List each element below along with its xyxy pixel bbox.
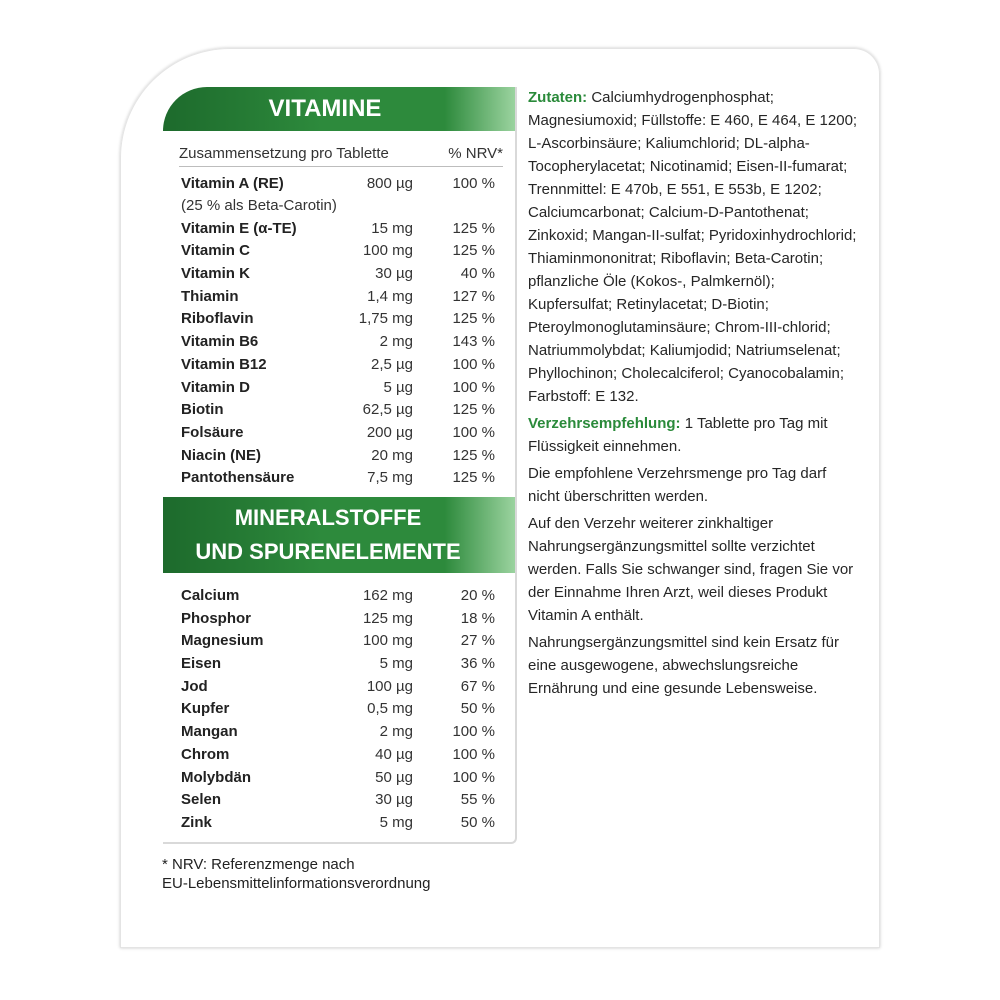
nutrient-name: Vitamin E (α-TE) (181, 219, 297, 237)
nutrient-name: Kupfer (181, 700, 230, 718)
table-row (181, 767, 501, 790)
table-row (181, 399, 501, 422)
recommendation-text: 1 Tablette pro Tag mit Flüssigkeit einnehmen. (528, 415, 828, 455)
nutrient-nrv: 100 % (452, 378, 495, 396)
nutrient-name: Niacin (NE) (181, 446, 262, 464)
table-row (181, 331, 501, 354)
nutrient-amount: 2,5 µg (370, 355, 413, 373)
table-row (181, 218, 501, 241)
nutrient-amount: 62,5 µg (362, 401, 413, 419)
nutrient-nrv: 100 % (452, 355, 495, 373)
footnote-line1: * NRV: Referenzmenge nach (162, 856, 355, 873)
nutrient-nrv: 55 % (460, 791, 495, 809)
nutrient-name: Eisen (181, 655, 222, 673)
nutrient-amount: 1,75 mg (358, 310, 413, 328)
table-header (179, 145, 503, 167)
nutrient-nrv: 67 % (460, 677, 495, 695)
vitamins-heading: VITAMINE (163, 87, 515, 131)
table-row (181, 240, 501, 263)
nutrient-nrv: 143 % (452, 333, 495, 351)
nutrient-amount: 2 mg (379, 723, 413, 741)
table-row (181, 721, 501, 744)
table-row (181, 630, 501, 653)
nutrient-name: Vitamin A (RE) (181, 175, 284, 192)
table-row (181, 608, 501, 631)
nutrient-nrv: 36 % (460, 655, 495, 673)
table-row (181, 354, 501, 377)
recommendation-label: Verzehrsempfehlung: (528, 415, 681, 432)
nutrient-amount: 1,4 mg (367, 287, 413, 305)
table-row-note: (25 % als Beta-Carotin) (181, 196, 337, 214)
nutrient-name: Molybdän (181, 768, 251, 786)
table-row (181, 422, 501, 445)
table-row (181, 173, 501, 196)
nutrient-name: Riboflavin (181, 310, 254, 328)
nutrient-nrv: 127 % (452, 287, 495, 305)
nutrient-nrv: 100 % (452, 745, 495, 763)
nutrient-nrv: 18 % (460, 609, 495, 627)
nutrient-amount: 100 µg (366, 677, 413, 695)
nutrient-name: Biotin (181, 401, 224, 419)
table-row (181, 445, 501, 468)
footnote-line2: EU-Lebensmittelinformationsverordnung (162, 875, 431, 892)
ingredients-paragraph (528, 86, 858, 408)
warning-paragraph: Nahrungsergänzungsmittel sind kein Ersatz für eine ausgewogene, abwechslungsreiche Ernährung und eine gesunde Lebensweise. (528, 634, 839, 697)
nutrient-name: Pantothensäure (181, 469, 295, 487)
table-row (181, 653, 501, 676)
nutrient-nrv: 50 % (460, 700, 495, 718)
nutrient-name: Vitamin D (181, 378, 250, 396)
nutrient-amount: 30 µg (375, 265, 413, 283)
table-row (181, 789, 501, 812)
nutrient-amount: 15 mg (371, 219, 413, 237)
nutrient-amount: 50 µg (375, 768, 413, 786)
minerals-heading-line2: UND SPURENELEMENTE (195, 539, 461, 564)
nutrient-nrv: 27 % (460, 632, 495, 650)
nutrient-name: Phosphor (181, 609, 251, 627)
nrv-header: % NRV* (448, 145, 503, 162)
table-row (181, 744, 501, 767)
nutrient-nrv: 125 % (452, 469, 495, 487)
ingredients-column (528, 86, 858, 704)
nutrient-nrv: 20 % (460, 587, 495, 604)
nutrient-name: Vitamin B12 (181, 355, 267, 373)
nutrient-nrv: 100 % (452, 423, 495, 441)
nutrient-nrv: 100 % (452, 723, 495, 741)
nutrient-amount: 5 µg (383, 378, 413, 396)
nrv-footnote (162, 855, 512, 893)
table-row (181, 812, 501, 835)
nutrient-name: Jod (181, 677, 208, 695)
recommendation-paragraph (528, 412, 858, 458)
nutrient-amount: 5 mg (379, 813, 413, 831)
nutrient-amount: 20 mg (371, 446, 413, 464)
nutrient-name: Vitamin B6 (181, 333, 259, 351)
nutrient-amount: 0,5 mg (367, 700, 413, 718)
nutrient-amount: 800 µg (366, 175, 413, 192)
nutrient-amount: 125 mg (362, 609, 413, 627)
nutrient-nrv: 125 % (452, 446, 495, 464)
minerals-heading (163, 497, 515, 573)
nutrient-nrv: 100 % (452, 768, 495, 786)
ingredients-label: Zutaten: (528, 89, 588, 106)
nutrient-amount: 2 mg (379, 333, 413, 351)
nutrition-table (163, 87, 517, 844)
nutrient-amount: 200 µg (366, 423, 413, 441)
warning-paragraph: Auf den Verzehr weiterer zinkhaltiger Nahrungsergänzungsmittel sollte verzichtet werden. Falls Sie schwanger sind, fragen Sie vor der Einnahme Ihren Arzt, weil dieses Produkt Vitamin A enthält. (528, 515, 854, 624)
table-row (181, 676, 501, 699)
nutrient-name: Folsäure (181, 423, 244, 441)
nutrient-nrv: 100 % (452, 175, 495, 192)
table-row (181, 467, 501, 490)
warning-paragraph: Die empfohlene Verzehrsmenge pro Tag darf nicht überschritten werden. (528, 465, 827, 505)
table-row (181, 377, 501, 400)
nutrient-amount: 5 mg (379, 655, 413, 673)
nutrient-amount: 162 mg (362, 587, 413, 604)
mineral-rows (181, 585, 501, 835)
nutrient-name: Selen (181, 791, 222, 809)
nutrient-nrv: 125 % (452, 219, 495, 237)
nutrient-amount: 40 µg (375, 745, 413, 763)
table-row (181, 308, 501, 331)
nutrient-name: Chrom (181, 745, 230, 763)
table-row (181, 698, 501, 721)
nutrient-nrv: 125 % (452, 310, 495, 328)
table-row (181, 263, 501, 286)
nutrient-amount: 7,5 mg (367, 469, 413, 487)
ingredients-text: Calciumhydrogenphosphat; Magnesiumoxid; Füllstoffe: E 460, E 464, E 1200; L-Ascorbinsäure; Kaliumchlorid; DL-alpha-Tocopherylacetat; Nicotinamid; Eisen-II-fumarat; Trennmittel: E 470b, E 551, E 553b, E 1202; Calciumcarbonat; Calcium-D-Pantothenat; Zinkoxid; Mangan-II-sulfat; Pyridoxinhydrochlorid; Thiaminmononitrat; Riboflavin; Beta-Carotin; pflanzliche Öle (Kokos-, Palmkernöl); Kupfersulfat; Retinylacetat; D-Biotin; Pteroylmonoglutaminsäure; Chrom-III-chlorid; Natriummolybdat; Kaliumjodid; Natriumselenat; Phyllochinon; Cholecalciferol; Cyanocobalamin; Farbstoff: E 132. (528, 89, 858, 405)
vitamin-rows (181, 173, 501, 490)
composition-header: Zusammensetzung pro Tablette (179, 145, 389, 162)
table-row (181, 585, 501, 608)
nutrient-amount: 30 µg (375, 791, 413, 809)
nutrient-nrv: 40 % (460, 265, 495, 283)
nutrient-name: Vitamin K (181, 265, 250, 283)
nutrient-name: Magnesium (181, 632, 264, 650)
nutrient-name: Vitamin C (181, 242, 250, 260)
nutrient-name: Thiamin (181, 287, 239, 305)
table-row (181, 286, 501, 309)
minerals-heading-line1: MINERALSTOFFE (234, 505, 422, 530)
nutrient-amount: 100 mg (362, 632, 413, 650)
nutrient-name: Calcium (181, 587, 240, 604)
nutrient-nrv: 125 % (452, 242, 495, 260)
nutrient-amount: 100 mg (362, 242, 413, 260)
nutrient-name: Zink (181, 813, 212, 831)
nutrient-nrv: 50 % (460, 813, 495, 831)
nutrient-nrv: 125 % (452, 401, 495, 419)
nutrient-name: Mangan (181, 723, 238, 741)
